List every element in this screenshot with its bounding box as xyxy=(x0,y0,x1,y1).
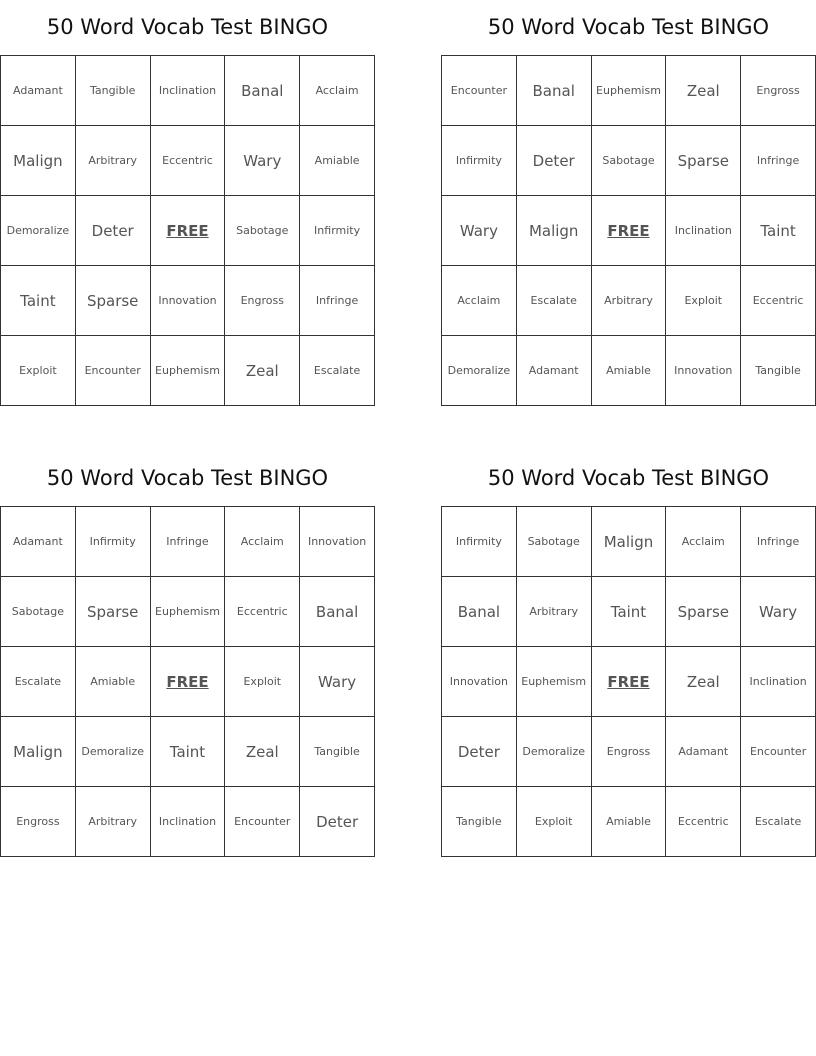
bingo-cell: Inclination xyxy=(151,787,226,857)
bingo-cell: Demoralize xyxy=(1,196,76,266)
bingo-cell: Sabotage xyxy=(592,126,667,196)
bingo-cell: Eccentric xyxy=(666,787,741,857)
bingo-cell: Adamant xyxy=(666,717,741,787)
bingo-cell: Amiable xyxy=(300,126,375,196)
bingo-cell: Inclination xyxy=(666,196,741,266)
bingo-cell: Exploit xyxy=(666,266,741,336)
free-space: FREE xyxy=(592,196,667,266)
bingo-card-2 xyxy=(441,0,816,406)
bingo-cell: Demoralize xyxy=(517,717,592,787)
bingo-cell: Sparse xyxy=(666,577,741,647)
bingo-cell: Sparse xyxy=(666,126,741,196)
bingo-cell: Malign xyxy=(517,196,592,266)
bingo-cell: Wary xyxy=(300,647,375,717)
bingo-cell: Infringe xyxy=(151,507,226,577)
bingo-cell: Arbitrary xyxy=(517,577,592,647)
bingo-grid xyxy=(0,55,375,406)
bingo-cell: Taint xyxy=(151,717,226,787)
bingo-cell: Infringe xyxy=(741,507,816,577)
bingo-cell: Malign xyxy=(1,126,76,196)
bingo-cell: Arbitrary xyxy=(76,126,151,196)
bingo-cell: Innovation xyxy=(666,336,741,406)
bingo-cell: Tangible xyxy=(300,717,375,787)
bingo-cell: Adamant xyxy=(517,336,592,406)
bingo-cell: Engross xyxy=(741,56,816,126)
bingo-cell: Banal xyxy=(225,56,300,126)
bingo-cell: Acclaim xyxy=(225,507,300,577)
bingo-cell: Zeal xyxy=(225,717,300,787)
bingo-cell: Zeal xyxy=(666,56,741,126)
bingo-cell: Escalate xyxy=(741,787,816,857)
card-title: 50 Word Vocab Test BINGO xyxy=(46,466,329,490)
bingo-cell: Amiable xyxy=(76,647,151,717)
bingo-cell: Acclaim xyxy=(666,507,741,577)
bingo-cell: Engross xyxy=(592,717,667,787)
bingo-cell: Inclination xyxy=(741,647,816,717)
bingo-cell: Escalate xyxy=(517,266,592,336)
bingo-cell: Infirmity xyxy=(76,507,151,577)
bingo-cell: Taint xyxy=(741,196,816,266)
bingo-cell: Demoralize xyxy=(442,336,517,406)
bingo-cell: Encounter xyxy=(741,717,816,787)
bingo-cell: Eccentric xyxy=(741,266,816,336)
bingo-cell: Innovation xyxy=(442,647,517,717)
free-space: FREE xyxy=(151,647,226,717)
bingo-cell: Euphemism xyxy=(517,647,592,717)
bingo-cell: Eccentric xyxy=(151,126,226,196)
bingo-cell: Taint xyxy=(1,266,76,336)
bingo-cell: Inclination xyxy=(151,56,226,126)
bingo-card-1 xyxy=(0,0,375,406)
bingo-cell: Infirmity xyxy=(300,196,375,266)
bingo-cell: Encounter xyxy=(442,56,517,126)
bingo-cell: Infirmity xyxy=(442,126,517,196)
bingo-cell: Innovation xyxy=(151,266,226,336)
bingo-cell: Eccentric xyxy=(225,577,300,647)
bingo-cell: Infirmity xyxy=(442,507,517,577)
bingo-cell: Malign xyxy=(1,717,76,787)
bingo-cell: Sabotage xyxy=(517,507,592,577)
bingo-cell: Tangible xyxy=(741,336,816,406)
bingo-cell: Amiable xyxy=(592,336,667,406)
bingo-grid xyxy=(441,55,816,406)
bingo-cell: Banal xyxy=(442,577,517,647)
bingo-cell: Tangible xyxy=(442,787,517,857)
card-title: 50 Word Vocab Test BINGO xyxy=(487,15,770,39)
bingo-cell: Arbitrary xyxy=(76,787,151,857)
bingo-cell: Sabotage xyxy=(1,577,76,647)
bingo-cell: Sparse xyxy=(76,577,151,647)
bingo-cell: Sabotage xyxy=(225,196,300,266)
bingo-cell: Escalate xyxy=(300,336,375,406)
bingo-cell: Infringe xyxy=(300,266,375,336)
bingo-cell: Encounter xyxy=(225,787,300,857)
bingo-card-3 xyxy=(0,451,375,857)
free-space: FREE xyxy=(151,196,226,266)
bingo-cell: Deter xyxy=(76,196,151,266)
bingo-cell: Wary xyxy=(442,196,517,266)
bingo-cell: Deter xyxy=(300,787,375,857)
bingo-cell: Demoralize xyxy=(76,717,151,787)
bingo-cell: Exploit xyxy=(517,787,592,857)
bingo-cell: Wary xyxy=(225,126,300,196)
bingo-cell: Encounter xyxy=(76,336,151,406)
bingo-cell: Deter xyxy=(517,126,592,196)
bingo-cell: Engross xyxy=(1,787,76,857)
bingo-cell: Taint xyxy=(592,577,667,647)
bingo-grid xyxy=(441,506,816,857)
bingo-cell: Engross xyxy=(225,266,300,336)
bingo-cell: Exploit xyxy=(225,647,300,717)
bingo-cell: Euphemism xyxy=(592,56,667,126)
bingo-cell: Euphemism xyxy=(151,577,226,647)
bingo-cell: Zeal xyxy=(225,336,300,406)
bingo-cell: Malign xyxy=(592,507,667,577)
bingo-grid xyxy=(0,506,375,857)
bingo-cell: Exploit xyxy=(1,336,76,406)
bingo-cell: Adamant xyxy=(1,507,76,577)
bingo-cell: Amiable xyxy=(592,787,667,857)
bingo-cell: Escalate xyxy=(1,647,76,717)
bingo-cell: Acclaim xyxy=(300,56,375,126)
bingo-cell: Acclaim xyxy=(442,266,517,336)
bingo-cell: Infringe xyxy=(741,126,816,196)
bingo-cell: Banal xyxy=(300,577,375,647)
card-title: 50 Word Vocab Test BINGO xyxy=(487,466,770,490)
bingo-cell: Sparse xyxy=(76,266,151,336)
bingo-cell: Euphemism xyxy=(151,336,226,406)
bingo-cell: Innovation xyxy=(300,507,375,577)
bingo-cell: Tangible xyxy=(76,56,151,126)
bingo-cell: Deter xyxy=(442,717,517,787)
free-space: FREE xyxy=(592,647,667,717)
bingo-card-4 xyxy=(441,451,816,857)
card-title: 50 Word Vocab Test BINGO xyxy=(46,15,329,39)
bingo-cell: Banal xyxy=(517,56,592,126)
bingo-cell: Arbitrary xyxy=(592,266,667,336)
bingo-cell: Wary xyxy=(741,577,816,647)
bingo-cell: Zeal xyxy=(666,647,741,717)
bingo-cell: Adamant xyxy=(1,56,76,126)
